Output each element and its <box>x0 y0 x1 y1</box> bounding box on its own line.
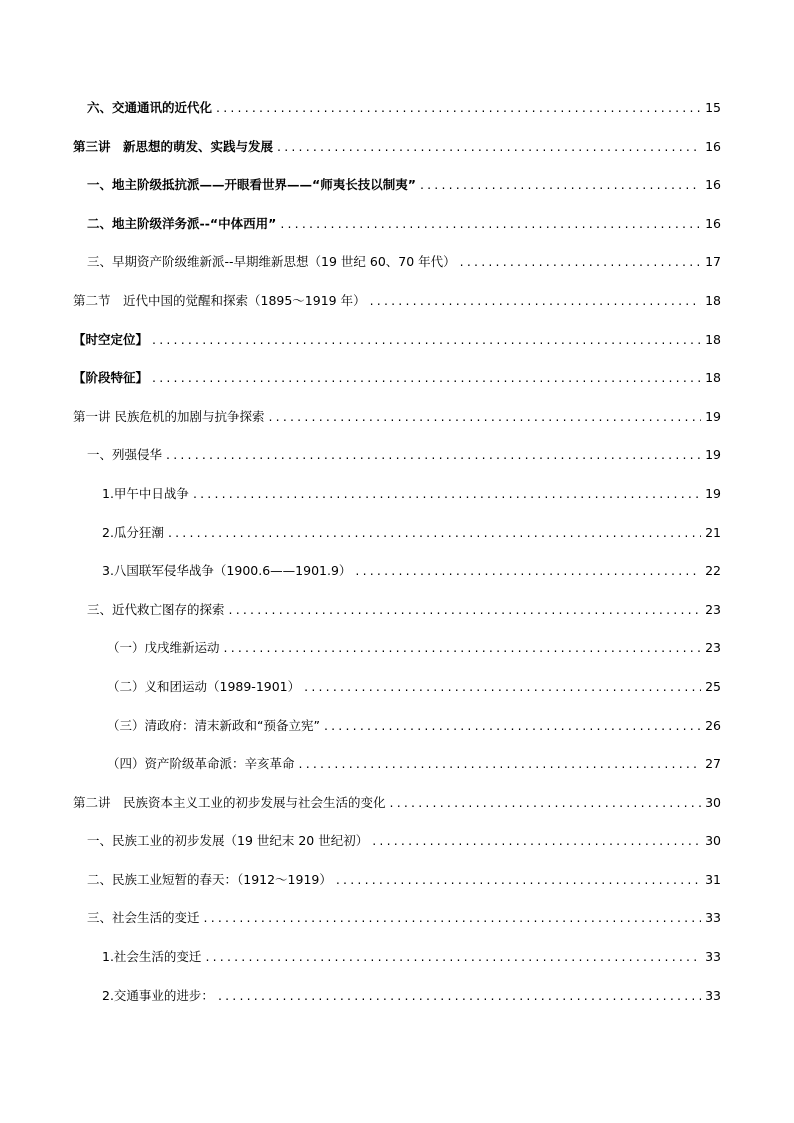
toc-entry[interactable] <box>73 638 721 677</box>
toc-entry[interactable] <box>73 561 721 600</box>
toc-page-number: 30 <box>705 794 721 810</box>
toc-leader-dots <box>370 291 701 311</box>
toc-entry[interactable] <box>73 677 721 716</box>
toc-entry[interactable] <box>73 716 721 755</box>
toc-leader-dots <box>355 561 701 581</box>
toc-entry-title: 第三讲 新思想的萌发、实践与发展 <box>73 138 274 154</box>
toc-leader-dots <box>168 523 701 543</box>
toc-leader-dots <box>218 986 701 1006</box>
toc-leader-dots <box>277 137 701 157</box>
toc-leader-dots <box>372 831 701 851</box>
toc-entry-title: 【时空定位】 <box>73 331 149 347</box>
toc-page-number: 18 <box>705 292 721 308</box>
toc-entry-title: 第二节 近代中国的觉醒和探索（1895～1919 年） <box>73 292 366 308</box>
toc-leader-dots <box>390 793 701 813</box>
toc-leader-dots <box>152 330 701 350</box>
toc-page-number: 30 <box>705 833 721 849</box>
toc-page-number: 31 <box>705 871 721 887</box>
toc-entry[interactable] <box>73 754 721 793</box>
toc-entry[interactable] <box>73 175 721 214</box>
toc-leader-dots <box>193 484 701 504</box>
toc-leader-dots <box>336 870 701 890</box>
toc-entry[interactable] <box>73 986 721 1025</box>
toc-leader-dots <box>205 947 701 967</box>
toc-leader-dots <box>420 175 701 195</box>
toc-page-number: 17 <box>705 254 721 270</box>
toc-leader-dots <box>152 368 701 388</box>
toc-entry[interactable] <box>73 291 721 330</box>
toc-leader-dots <box>166 445 701 465</box>
toc-entry[interactable] <box>73 98 721 137</box>
toc-leader-dots <box>304 677 701 697</box>
toc-page-number: 18 <box>705 370 721 386</box>
toc-page-number: 22 <box>705 563 721 579</box>
table-of-contents <box>73 98 721 1024</box>
toc-entry-title: 三、社会生活的变迁 <box>87 910 200 926</box>
toc-entry[interactable] <box>73 947 721 986</box>
toc-leader-dots <box>268 407 701 427</box>
toc-entry-title: 六、交通通讯的近代化 <box>87 100 213 115</box>
toc-entry-title: （三）清政府：清末新政和“预备立宪” <box>107 717 320 733</box>
toc-leader-dots <box>224 638 701 658</box>
toc-entry-title: 三、近代救亡图存的探索 <box>87 601 225 617</box>
toc-entry-title: 第二讲 民族资本主义工业的初步发展与社会生活的变化 <box>73 794 386 810</box>
toc-page-number: 25 <box>705 678 721 694</box>
toc-leader-dots <box>280 214 701 234</box>
toc-page-number: 19 <box>705 485 721 501</box>
toc-page-number: 15 <box>705 100 721 115</box>
toc-entry[interactable] <box>73 908 721 947</box>
toc-entry-title: 1.甲午中日战争 <box>102 485 189 501</box>
toc-page-number: 19 <box>705 447 721 463</box>
toc-entry[interactable] <box>73 870 721 909</box>
toc-page-number: 16 <box>705 215 721 231</box>
toc-page-number: 27 <box>705 756 721 772</box>
toc-entry-title: （一）戊戌维新运动 <box>107 640 220 656</box>
toc-entry-title: 一、民族工业的初步发展（19 世纪末 20 世纪初） <box>87 833 369 849</box>
toc-entry-title: 2.瓜分狂潮 <box>102 524 164 540</box>
toc-entry-title: （二）义和团运动（1989-1901） <box>107 678 301 694</box>
toc-entry[interactable] <box>73 484 721 523</box>
toc-page-number: 19 <box>705 408 721 424</box>
toc-entry-title: 1.社会生活的变迁 <box>102 949 202 965</box>
toc-entry-title: 二、民族工业短暂的春天：（1912～1919） <box>87 871 332 887</box>
toc-entry-title: （四）资产阶级革命派：辛亥革命 <box>107 756 295 772</box>
toc-entry[interactable] <box>73 600 721 639</box>
toc-entry[interactable] <box>73 368 721 407</box>
toc-entry[interactable] <box>73 330 721 369</box>
toc-entry-title: 【阶段特征】 <box>73 370 149 386</box>
toc-page-number: 26 <box>705 717 721 733</box>
toc-leader-dots <box>324 716 701 736</box>
toc-page-number: 18 <box>705 331 721 347</box>
toc-page-number: 16 <box>705 177 721 193</box>
toc-entry[interactable] <box>73 214 721 253</box>
toc-entry[interactable] <box>73 523 721 562</box>
toc-entry[interactable] <box>73 137 721 176</box>
toc-entry-title: 一、列强侵华 <box>87 447 163 463</box>
toc-page-number: 33 <box>705 910 721 926</box>
toc-entry[interactable] <box>73 793 721 832</box>
toc-entry[interactable] <box>73 407 721 446</box>
toc-page-number: 21 <box>705 524 721 540</box>
toc-page-number: 33 <box>705 987 721 1003</box>
toc-entry[interactable] <box>73 831 721 870</box>
toc-page-number: 33 <box>705 949 721 965</box>
toc-leader-dots <box>204 908 701 928</box>
toc-entry-title: 2.交通事业的进步： <box>102 987 214 1003</box>
toc-entry[interactable] <box>73 445 721 484</box>
toc-entry-title: 一、地主阶级抵抗派——开眼看世界——“师夷长技以制夷” <box>87 177 416 193</box>
toc-page-number: 23 <box>705 601 721 617</box>
toc-leader-dots <box>460 252 701 272</box>
toc-leader-dots <box>299 754 701 774</box>
toc-entry-title: 三、早期资产阶级维新派--早期维新思想（19 世纪 60、70 年代） <box>87 254 456 270</box>
toc-entry[interactable] <box>73 252 721 291</box>
toc-entry-title: 二、地主阶级洋务派--“中体西用” <box>87 215 277 231</box>
toc-leader-dots <box>229 600 701 620</box>
toc-page-number: 16 <box>705 138 721 154</box>
toc-page-number: 23 <box>705 640 721 656</box>
toc-entry-title: 第一讲 民族危机的加剧与抗争探索 <box>73 408 265 424</box>
toc-leader-dots <box>216 98 701 118</box>
toc-entry-title: 3.八国联军侵华战争（1900.6——1901.9） <box>102 563 352 579</box>
